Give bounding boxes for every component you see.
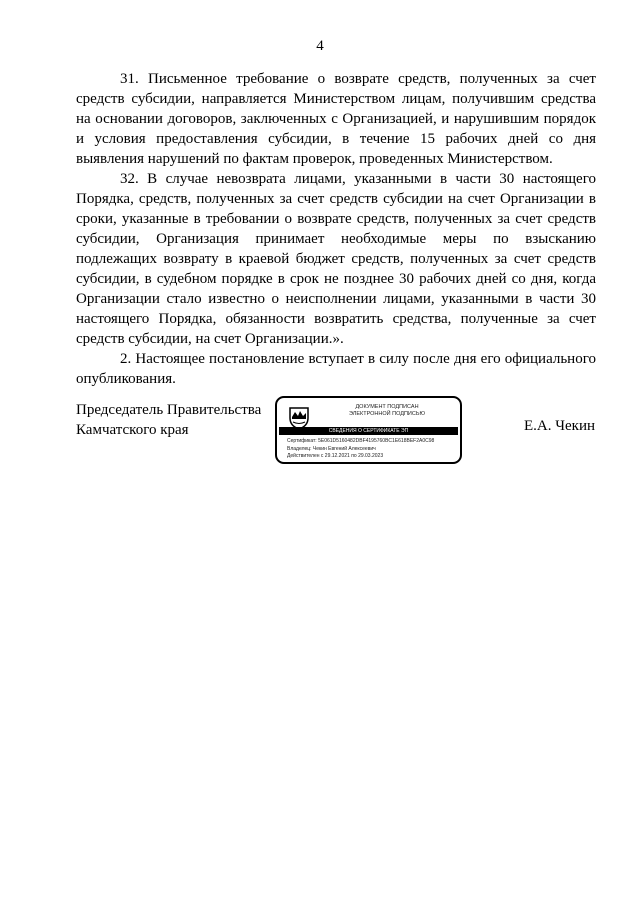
signatory-position-line2: Камчатского края [76, 422, 189, 438]
stamp-validity: Действителен с 29.12.2021 по 29.03.2023 [287, 453, 384, 459]
electronic-signature-stamp [275, 396, 462, 464]
paragraph-effective-date: 2. Настоящее постановление вступает в силу после дня его официального опубликования. [76, 351, 596, 387]
stamp-owner: Владелец: Чекин Евгений Алексеевич [287, 445, 376, 452]
stamp-title [317, 404, 457, 418]
stamp-certificate-header: СВЕДЕНИЯ О СЕРТИФИКАТЕ ЭП [279, 427, 458, 435]
page-number: 4 [316, 38, 324, 54]
paragraph-32: 32. В случае невозврата лицами, указанными в части 30 настоящего Порядка, средств, полученных за счет средств субсидии на счет Организации в сроки, указанные в требовании о возврате средств, полученных за счет средств субсидии, Организация принимает необходимые меры по взысканию подлежащих возврату в краевой бюджет средств, полученных за счет средств субсидии, в судебном порядке в срок не позднее 30 рабочих дней со дня, когда Организации стало известно о неисполнении лицами, указанными в части 30 настоящего Порядка, обязанности возвратить средства, полученные за счет средств субсидии, на счет Организации.». [76, 171, 596, 347]
stamp-details [287, 438, 434, 461]
signatory-position [76, 400, 261, 440]
signatory-position-line1: Председатель Правительства [76, 402, 262, 418]
stamp-certificate-number: Сертификат: 5E061D5160482DBF4195760BC1E618BEF2A0C98 [287, 438, 435, 444]
stamp-title-line2: ЭЛЕКТРОННОЙ ПОДПИСЬЮ [348, 411, 426, 417]
signatory-name: Е.А. Чекин [524, 418, 595, 434]
paragraph-31: 31. Письменное требование о возврате средств, полученных за счет средств субсидии, направляется Министерством лицам, получившим средства на основании договоров, заключенных с Организацией, и нарушившим порядок и условия предоставления субсидии, в течение 15 рабочих дней со дня выявления нарушений по фактам проверок, проведенных Министерством. [76, 71, 596, 167]
document-body [76, 69, 596, 389]
stamp-title-line1: ДОКУМЕНТ ПОДПИСАН [355, 404, 419, 410]
